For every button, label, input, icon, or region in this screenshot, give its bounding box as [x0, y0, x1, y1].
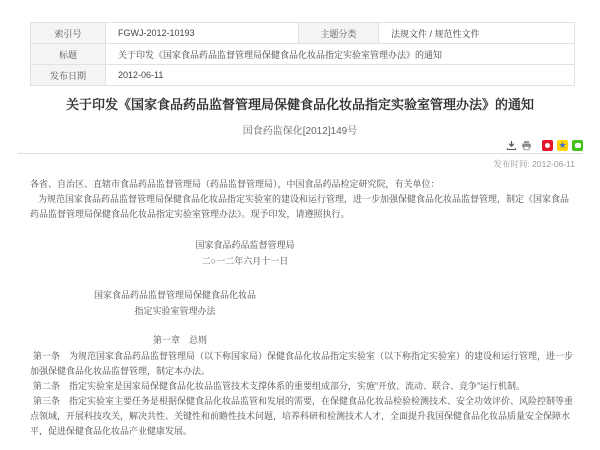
article-3: 第三条 指定实验室主要任务是根据保健食品化妆品监管和发展的需要，在保健食品化妆品检验检测技术、安全功效评价、风险控制等重点领域，开展科技攻关，解决共性、关键性和前瞻性技术问题，培养科研和检测技术人才，全面提升我国保健食品化妆品质量安全保障水平，促进保健食品化妆品产业健康发展。 [30, 396, 574, 436]
index-value: FGWJ-2012-10193 [106, 23, 299, 44]
publish-time: 发布时间: 2012-06-11 [493, 159, 575, 169]
meta-row-date [31, 65, 575, 86]
page-title: 关于印发《国家食品药品监督管理局保健食品化妆品指定实验室管理办法》的通知 [65, 97, 534, 112]
header-divider [18, 153, 583, 154]
article-2: 第二条 指定实验室是国家局保健食品化妆品监管技术支撑体系的重要组成部分，实施“开放、流动、联合、竞争”运行机制。 [33, 381, 525, 391]
regulation-title [30, 287, 320, 319]
salutation-text: 各省、自治区、直辖市食品药品监督管理局（药品监督管理局），中国食品药品检定研究院，有关单位： [30, 179, 440, 189]
print-icon[interactable] [521, 140, 532, 151]
title-value: 关于印发《国家食品药品监督管理局保健食品化妆品指定实验室管理办法》的通知 [106, 44, 575, 65]
meta-row-index-category [31, 23, 575, 44]
share-toolbar [506, 139, 583, 151]
intro-paragraph: 为规范国家食品药品监督管理局保健食品化妆品指定实验室的建设和运行管理，进一步加强保健食品化妆品监督管理，制定《国家食品药品监督管理局保健食品化妆品指定实验室管理办法》。现予印发，请遵照执行。 [30, 194, 570, 219]
download-icon[interactable] [506, 140, 517, 151]
favorite-share-icon[interactable]: ★ [558, 139, 567, 150]
title-label: 标题 [31, 44, 106, 65]
weibo-share-icon[interactable] [542, 140, 553, 151]
wechat-glyph [575, 143, 581, 148]
articles-section [30, 349, 575, 439]
wechat-share-icon[interactable] [572, 140, 583, 151]
signature-agency: 国家食品药品监督管理局 [195, 240, 295, 250]
category-value: 法规文件 / 规范性文件 [379, 23, 575, 44]
meta-row-title [31, 44, 575, 65]
regulation-title-line1: 国家食品药品监督管理局保健食品化妆品 [93, 290, 256, 300]
document-meta-table [30, 22, 575, 86]
category-label: 主题分类 [299, 23, 379, 44]
signature-date: 二○一二年六月十一日 [201, 256, 289, 266]
date-value: 2012-06-11 [106, 65, 575, 86]
weibo-glyph [545, 143, 550, 148]
article-1: 第一条 为规范国家食品药品监督管理局（以下称国家局）保健食品化妆品指定实验室（以下称指定实验室）的建设和运行管理，进一步加强保健食品化妆品监督管理，制定本办法。 [30, 351, 574, 376]
index-label: 索引号 [31, 23, 106, 44]
document-number: 国食药监保化[2012]149号 [242, 126, 358, 137]
date-label: 发布日期 [31, 65, 106, 86]
chapter-heading: 第一章 总则 [152, 335, 207, 345]
signature-block [30, 237, 460, 269]
regulation-title-line2: 指定实验室管理办法 [134, 306, 216, 316]
